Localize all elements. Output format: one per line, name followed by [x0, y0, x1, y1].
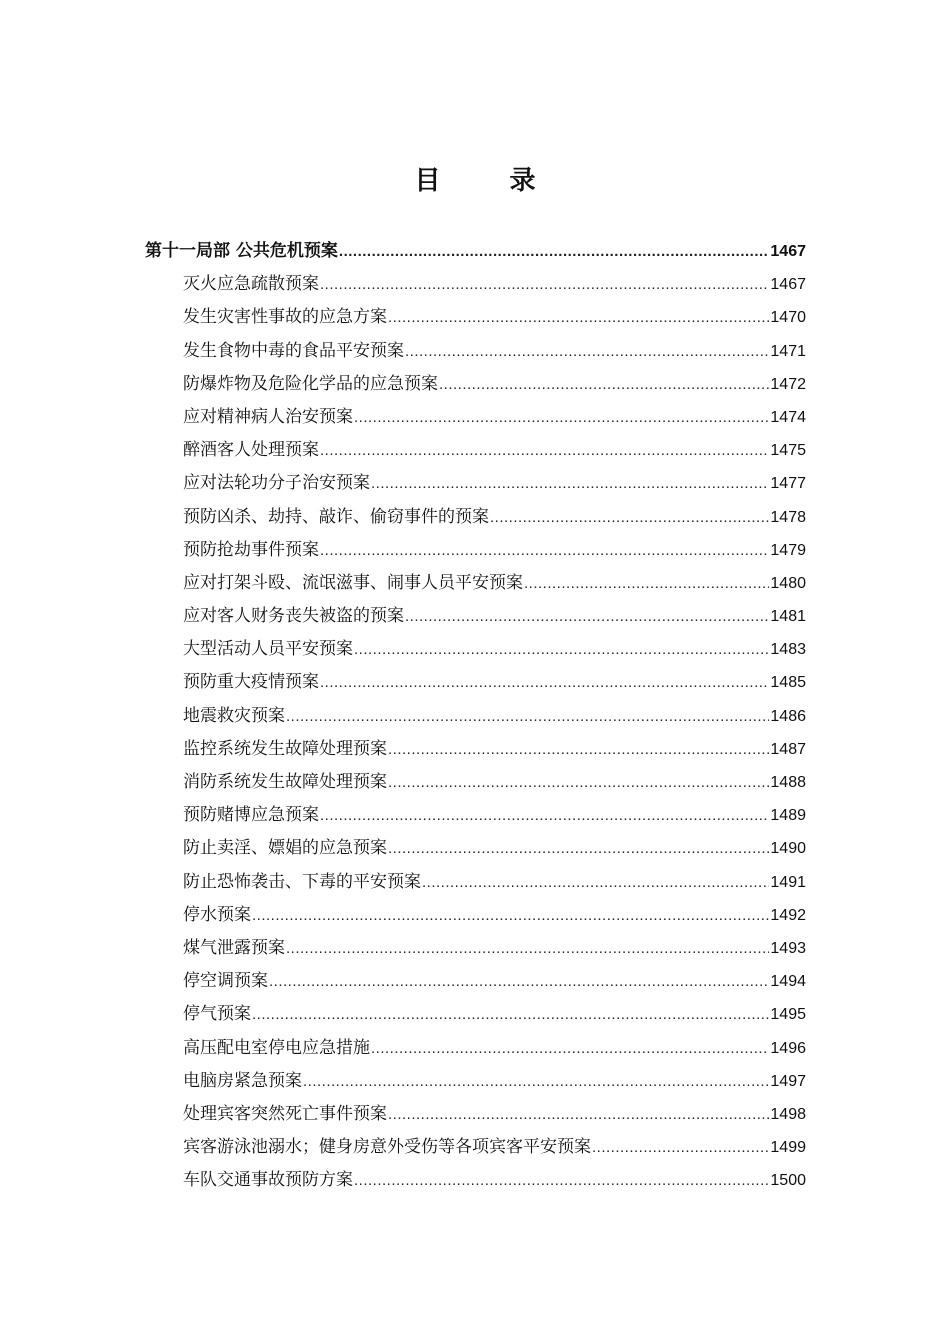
- toc-leader-dots: [286, 932, 769, 965]
- toc-leader-dots: [339, 235, 769, 268]
- toc-entry-page-number: 1498: [770, 1105, 806, 1123]
- toc-entry[interactable]: [145, 600, 806, 633]
- toc-leader-dots: [388, 832, 769, 865]
- toc-leader-dots: [354, 401, 769, 434]
- toc-entry[interactable]: [145, 1098, 806, 1131]
- toc-section-label: 第十一局部 公共危机预案: [145, 241, 338, 261]
- toc-section-page-number: 1467: [770, 243, 806, 260]
- toc-entry-page-number: 1471: [770, 342, 806, 360]
- toc-entry[interactable]: [145, 534, 806, 567]
- toc-leader-dots: [439, 368, 769, 401]
- toc-leader-dots: [490, 501, 769, 534]
- toc-entry-page-number: 1472: [770, 375, 806, 393]
- toc-leader-dots: [320, 268, 769, 301]
- toc-entry[interactable]: [145, 799, 806, 832]
- toc-leader-dots: [286, 700, 769, 733]
- toc-leader-dots: [592, 1131, 769, 1164]
- toc-entry-label: 预防凶杀、劫持、敲诈、偷窃事件的预案: [183, 506, 489, 527]
- toc-entry[interactable]: [145, 335, 806, 368]
- toc-leader-dots: [371, 1032, 769, 1065]
- toc-leader-dots: [320, 434, 769, 467]
- toc-entry-label: 消防系统发生故障处理预案: [183, 772, 387, 792]
- toc-entry[interactable]: [145, 567, 806, 600]
- toc-entry[interactable]: [145, 1131, 806, 1164]
- toc-leader-dots: [405, 335, 769, 368]
- toc-entry-page-number: 1486: [770, 707, 806, 725]
- toc-entry-label: 电脑房紧急预案: [183, 1070, 302, 1091]
- toc-entry-label: 防止卖淫、嫖娼的应急预案: [183, 838, 387, 859]
- toc-entry[interactable]: [145, 501, 806, 534]
- toc-entry-page-number: 1485: [770, 674, 806, 692]
- toc-entry-label: 高压配电室停电应急措施: [183, 1037, 370, 1058]
- toc-leader-dots: [388, 733, 769, 766]
- toc-entry-label: 大型活动人员平安预案: [183, 639, 353, 660]
- toc-leader-dots: [320, 666, 769, 699]
- toc-entry-page-number: 1497: [770, 1072, 806, 1090]
- toc-entry[interactable]: [145, 1065, 806, 1098]
- toc-entry[interactable]: [145, 733, 806, 766]
- toc-entry-list: [145, 268, 806, 1197]
- page-title: 目 录: [414, 166, 566, 196]
- toc-entry-label: 醉酒客人处理预案: [183, 440, 319, 461]
- toc-entry-page-number: 1496: [770, 1039, 806, 1057]
- toc-entry[interactable]: [145, 268, 806, 301]
- toc-entry-label: 处理宾客突然死亡事件预案: [183, 1103, 387, 1124]
- toc-entry-label: 发生食物中毒的食品平安预案: [183, 340, 404, 361]
- toc-leader-dots: [269, 965, 769, 998]
- toc-entry-label: 监控系统发生故障处理预案: [183, 738, 387, 759]
- toc-leader-dots: [354, 633, 769, 666]
- toc-entry-page-number: 1489: [770, 807, 806, 825]
- toc-leader-dots: [252, 899, 769, 932]
- toc-entry-page-number: 1477: [770, 475, 806, 493]
- toc-entry-label: 预防抢劫事件预案: [183, 539, 319, 560]
- toc-entry-page-number: 1492: [770, 906, 806, 924]
- toc-entry-label: 停水预案: [183, 904, 251, 925]
- toc-entry[interactable]: [145, 998, 806, 1031]
- toc-entry-label: 地震救灾预案: [183, 705, 285, 726]
- toc-leader-dots: [354, 1164, 769, 1197]
- toc-leader-dots: [252, 998, 769, 1031]
- toc-entry-page-number: 1467: [770, 276, 806, 294]
- toc-entry-page-number: 1483: [770, 641, 806, 659]
- toc-entry-page-number: 1494: [770, 973, 806, 991]
- toc-entry-label: 应对打架斗殴、流氓滋事、闹事人员平安预案: [183, 572, 523, 593]
- toc-entry-label: 车队交通事故预防方案: [183, 1170, 353, 1191]
- toc-entry-page-number: 1490: [770, 840, 806, 858]
- toc-entry[interactable]: [145, 1032, 806, 1065]
- toc-entry-label: 防止恐怖袭击、下毒的平安预案: [183, 871, 421, 892]
- toc-entry-label: 防爆炸物及危险化学品的应急预案: [183, 373, 438, 394]
- toc-leader-dots: [524, 567, 769, 600]
- toc-entry[interactable]: [145, 1164, 806, 1197]
- toc-entry-page-number: 1495: [770, 1006, 806, 1024]
- toc-entry-page-number: 1475: [770, 442, 806, 460]
- toc-section-entry[interactable]: [145, 235, 806, 268]
- toc-entry[interactable]: [145, 700, 806, 733]
- toc-leader-dots: [371, 467, 769, 500]
- toc-entry[interactable]: [145, 434, 806, 467]
- toc-entry[interactable]: [145, 301, 806, 334]
- toc-entry-label: 煤气泄露预案: [183, 937, 285, 958]
- toc-entry-label: 发生灾害性事故的应急方案: [183, 307, 387, 328]
- toc-leader-dots: [405, 600, 769, 633]
- toc-entry-label: 预防赌博应急预案: [183, 805, 319, 826]
- toc-entry-label: 宾客游泳池溺水；健身房意外受伤等各项宾客平安预案: [183, 1137, 591, 1158]
- toc-entry-page-number: 1487: [770, 740, 806, 758]
- toc-entry-page-number: 1474: [770, 408, 806, 426]
- toc-entry-label: 灭火应急疏散预案: [183, 274, 319, 295]
- toc-entry-label: 停气预案: [183, 1004, 251, 1025]
- toc-entry-label: 应对客人财务丧失被盗的预案: [183, 606, 404, 627]
- toc-leader-dots: [388, 1098, 769, 1131]
- toc-entry-page-number: 1499: [770, 1139, 806, 1157]
- toc-entry-page-number: 1493: [770, 939, 806, 957]
- table-of-contents: [145, 235, 806, 1197]
- toc-entry[interactable]: [145, 467, 806, 500]
- toc-entry[interactable]: [145, 766, 806, 799]
- toc-leader-dots: [303, 1065, 769, 1098]
- toc-entry[interactable]: [145, 666, 806, 699]
- toc-entry[interactable]: [145, 401, 806, 434]
- toc-entry[interactable]: [145, 932, 806, 965]
- toc-entry-page-number: 1488: [770, 774, 806, 791]
- toc-entry-label: 停空调预案: [183, 971, 268, 992]
- toc-entry[interactable]: [145, 866, 806, 899]
- toc-leader-dots: [320, 534, 769, 567]
- toc-entry[interactable]: [145, 965, 806, 998]
- toc-entry-page-number: 1479: [770, 541, 806, 559]
- toc-leader-dots: [388, 766, 769, 799]
- toc-entry-page-number: 1500: [770, 1172, 806, 1190]
- toc-entry[interactable]: [145, 633, 806, 666]
- toc-entry-label: 应对法轮功分子治安预案: [183, 473, 370, 494]
- toc-entry-page-number: 1481: [770, 608, 806, 626]
- toc-entry-label: 预防重大疫情预案: [183, 672, 319, 693]
- toc-entry[interactable]: [145, 899, 806, 932]
- toc-entry[interactable]: [145, 832, 806, 865]
- toc-leader-dots: [388, 301, 769, 334]
- toc-entry-page-number: 1478: [770, 508, 806, 526]
- toc-entry-label: 应对精神病人治安预案: [183, 406, 353, 427]
- toc-entry-page-number: 1491: [770, 873, 806, 891]
- toc-entry-page-number: 1470: [770, 309, 806, 327]
- toc-leader-dots: [320, 799, 769, 832]
- toc-entry[interactable]: [145, 368, 806, 401]
- toc-entry-page-number: 1480: [770, 574, 806, 592]
- toc-leader-dots: [422, 866, 769, 899]
